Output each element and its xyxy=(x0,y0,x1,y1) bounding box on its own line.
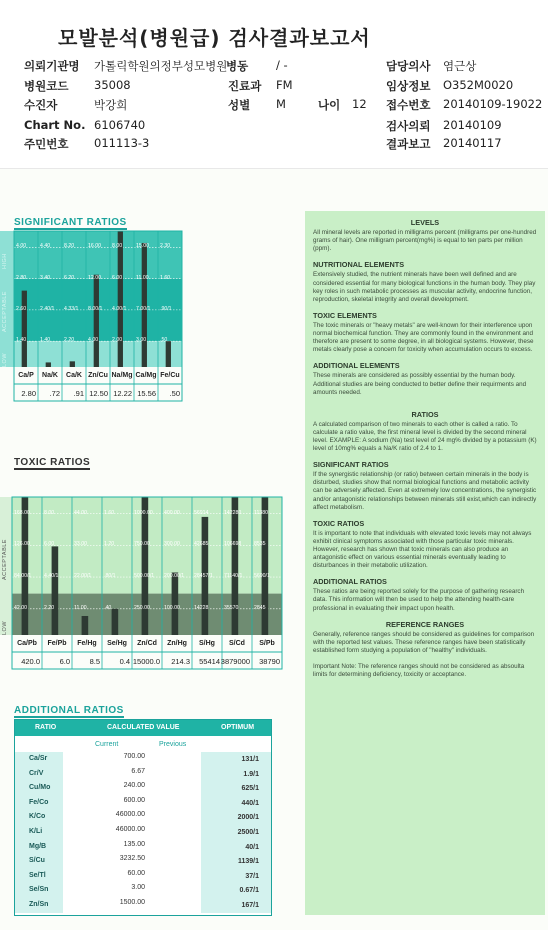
category-label: Ca/Pb xyxy=(17,640,37,647)
ratio-optimum: 167/1 xyxy=(241,902,259,909)
tick-label: 126.00 xyxy=(14,541,30,548)
tick-label: 2.20 xyxy=(64,337,75,344)
ratio-name: Cu/Mo xyxy=(29,784,51,792)
additional-ratio-row xyxy=(15,796,271,811)
ratio-optimum: 2000/1 xyxy=(237,814,259,822)
ratio-value: 3879000 xyxy=(220,657,250,666)
tick-label: 11.00 xyxy=(74,604,87,611)
col-optimum: OPTIMUM xyxy=(221,724,255,731)
tick-label: 6.20 xyxy=(64,274,75,281)
tick-label: 5690/1 xyxy=(254,573,270,580)
reference-ranges-text: Generally, reference ranges should be considered as guidelines for comparison with the reported test values. These reference ranges have been statistically established form studying a population of "healthy" individuals. xyxy=(313,630,535,654)
ratios-heading: RATIOS xyxy=(411,409,439,419)
ratio-optimum: 625/1 xyxy=(241,785,259,793)
toxic-elements-heading: TOXIC ELEMENTS xyxy=(313,310,377,320)
bar-fe-cu xyxy=(166,341,171,367)
tick-label: 8.00 xyxy=(112,243,123,250)
tick-label: 28457/1 xyxy=(194,573,213,580)
additional-ratio-row xyxy=(15,781,271,796)
tick-label: 106698 xyxy=(224,541,242,548)
levels-text: All mineral levels are reported in milligrams percent (milligrams per one-hundred grams of hair). One milligram percent(mg%) is equal to ten parts per million (ppm). xyxy=(313,229,537,253)
tick-label: 1.40 xyxy=(16,337,27,344)
bar-ca-p xyxy=(22,291,27,367)
value-chart-no: 6106740 xyxy=(94,118,146,132)
ratio-value: 12.50 xyxy=(89,389,108,398)
tick-label: 3.00 xyxy=(136,337,147,344)
tick-label: 2.20 xyxy=(44,604,55,611)
ratios-text: A calculated comparison of two minerals to each other is called a ratio. To calculate a ratio value, the first mineral level is divided by the second mineral level. EXAMPLE: A sodium (Na) test level of 24 mg% divided by a potassium (K) level of 10mg% equals a Na/K ratio of 2.4 to 1. xyxy=(313,420,537,453)
label-institution: 의뢰기관명 xyxy=(24,59,80,73)
ratio-current-value: 700.00 xyxy=(123,753,145,760)
ratio-optimum: 1.9/1 xyxy=(243,770,259,778)
tick-label: 1.40 xyxy=(40,337,51,344)
tick-label: 6.00 xyxy=(112,274,123,281)
label-department: 진료과 xyxy=(228,79,262,93)
label-resident-no: 주민번호 xyxy=(24,137,69,151)
bar-na-mg xyxy=(118,231,123,367)
additional-ratio-row xyxy=(15,854,271,869)
ratio-optimum: 131/1 xyxy=(241,756,259,763)
category-label: S/Hg xyxy=(199,640,215,647)
tick-label: 400.00 xyxy=(164,509,180,516)
bar-zn-cd xyxy=(142,497,149,635)
category-label: Zn/Cd xyxy=(137,640,157,647)
category-label: Fe/Hg xyxy=(77,640,97,647)
category-label: Zn/Cu xyxy=(88,372,108,379)
additional-ratio-row xyxy=(15,825,271,840)
zone-side-label: ACCEPTABLE xyxy=(2,538,8,580)
significant-ratios-title: SIGNIFICANT RATIOS xyxy=(14,217,127,228)
value-age: 12 xyxy=(352,97,367,111)
tick-label: 250.00 xyxy=(134,604,150,611)
additional-ratios-title: ADDITIONAL RATIOS xyxy=(14,705,124,716)
toxic-elements-text: The toxic minerals or "heavy metals" are well-known for their interference upon normal biochemical function. They are commonly found in the environment and therefore are present to some degree, in all biological systems. However, these metals clearly pose a concern for toxicity when accumulation occurs to excess. xyxy=(313,321,534,354)
zone-side-label: ACCEPTABLE xyxy=(2,290,8,332)
tick-label: 2.40/1 xyxy=(40,305,55,312)
tick-label: 7.00/1 xyxy=(136,305,151,312)
col-ratio: RATIO xyxy=(35,724,57,731)
ratio-value: .91 xyxy=(73,389,84,398)
value-clinical-info: O352M0020 xyxy=(443,78,514,92)
bar-se-hg xyxy=(112,609,119,635)
label-age: 나이 xyxy=(318,98,341,112)
bar-s-pb xyxy=(262,497,269,635)
tick-label: 71140/1 xyxy=(224,573,243,580)
tick-label: 11380 xyxy=(254,509,269,516)
ratio-name: K/Li xyxy=(29,828,43,835)
tick-label: 2.30 xyxy=(160,243,171,250)
category-label: Ca/Mg xyxy=(135,372,157,379)
toxic-ratios-chart xyxy=(0,469,282,675)
label-sex: 성별 xyxy=(228,98,251,112)
bar-fe-pb xyxy=(52,546,59,635)
tick-label: 750.00 xyxy=(134,541,150,548)
tick-label: 8535 xyxy=(254,541,266,548)
value-receipt-no: 20140109-19022 xyxy=(443,97,543,111)
tick-label: .80/1 xyxy=(104,573,116,580)
ratio-value: 55414 xyxy=(199,657,220,666)
additional-elements-text: These minerals are considered as possibly essential by the human body. Additional studies are being conducted to better define their requirments and amounts needed. xyxy=(313,372,527,396)
additional-ratio-row xyxy=(15,898,271,913)
tick-label: 500.00/1 xyxy=(134,573,155,580)
additional-ratio-row xyxy=(15,810,271,825)
additional-ratio-row xyxy=(15,752,271,767)
report-header xyxy=(0,0,548,168)
ratio-value: 38790 xyxy=(259,657,280,666)
col-calculated: CALCULATED VALUE xyxy=(107,724,180,731)
ratio-value: 2.80 xyxy=(21,389,36,398)
ratio-name: Se/Tl xyxy=(29,871,46,879)
additional-ratios-header xyxy=(15,720,271,736)
ratio-current-value: 3232.50 xyxy=(119,855,145,863)
ratio-name: Fe/Co xyxy=(29,798,49,806)
tick-label: 4.40 xyxy=(40,243,51,250)
levels-heading: LEVELS xyxy=(410,218,440,227)
ratio-value: 8.5 xyxy=(89,657,100,666)
hair-analysis-sheet xyxy=(0,168,548,930)
tick-label: 4.40/1 xyxy=(44,573,59,580)
ratio-value: 12.22 xyxy=(113,389,132,398)
additional-ratio-row xyxy=(15,840,271,855)
explanation-panel xyxy=(305,211,545,915)
additional-ratio-row xyxy=(15,869,271,884)
ratio-current-value: 240.00 xyxy=(123,782,145,790)
col-previous: Previous xyxy=(159,741,187,748)
significant-ratios-heading: SIGNIFICANT RATIOS xyxy=(313,460,389,470)
bar-fe-hg xyxy=(82,616,89,635)
label-request-date: 검사의뢰 xyxy=(386,119,431,133)
ratio-value: 0.4 xyxy=(119,657,130,666)
value-report-date: 20140117 xyxy=(443,136,502,150)
ratio-name: Se/Sn xyxy=(29,886,49,894)
reference-ranges-heading: REFERENCE RANGES xyxy=(385,619,465,629)
ratio-optimum: 37/1 xyxy=(245,872,259,880)
tick-label: .50 xyxy=(160,337,168,344)
label-doctor: 담당의사 xyxy=(386,59,431,73)
ratio-current-value: 46000.00 xyxy=(115,811,145,819)
tick-label: 8.00 xyxy=(44,509,55,516)
ratio-current-value: 1500.00 xyxy=(119,899,145,906)
label-hospital-code: 병원코드 xyxy=(24,79,69,93)
tick-label: 56914 xyxy=(194,509,209,516)
additional-ratios-text: These ratios are being reported solely for the purpose of gathering research data. This information will then be used to help the attending health-care professional in evaluating their impact upon health. xyxy=(313,588,525,612)
category-label: Na/K xyxy=(42,372,58,379)
toxic-ratios-heading: TOXIC RATIOS xyxy=(313,518,365,528)
bar-zn-hg xyxy=(172,573,179,635)
tick-label: 16.00 xyxy=(88,243,101,250)
value-institution: 가톨릭학원의정부성모병원 xyxy=(94,59,228,73)
significant-ratios-chart xyxy=(0,229,200,439)
tick-label: 4.33/1 xyxy=(64,305,79,312)
ratio-current-value: 46000.00 xyxy=(115,826,145,833)
important-note: Important Note: The reference ranges should not be considered as absoulta limits for determining deficiency, toxicity or acceptance. xyxy=(313,663,525,679)
tick-label: 300.00 xyxy=(164,541,180,548)
report-title: 모발분석(병원급) 검사결과보고서 xyxy=(58,26,371,50)
label-report-date: 결과보고 xyxy=(386,137,431,151)
ratio-optimum: 2500/1 xyxy=(237,829,259,836)
ratio-value: 15000.0 xyxy=(132,657,160,666)
tick-label: 1.60 xyxy=(160,274,171,281)
ratio-value: .50 xyxy=(169,389,180,398)
tick-label: 11.00 xyxy=(136,274,149,281)
category-label: Se/Hg xyxy=(107,640,127,647)
category-label: S/Pb xyxy=(259,640,275,647)
tick-label: 2.60 xyxy=(16,305,27,312)
additional-ratios-heading: ADDITIONAL RATIOS xyxy=(313,577,387,587)
ratio-current-value: 600.00 xyxy=(123,796,145,804)
tick-label: 14228 xyxy=(194,604,209,611)
ratio-current-value: 3.00 xyxy=(131,884,145,892)
category-label: Ca/K xyxy=(66,372,82,379)
tick-label: 42685 xyxy=(194,541,209,548)
zone-side-label: HIGH xyxy=(2,253,8,270)
tick-label: 44.00 xyxy=(74,509,87,516)
ratio-optimum: 40/1 xyxy=(245,843,259,851)
zone-side-label: LOW xyxy=(2,620,8,635)
tick-label: 1.60 xyxy=(104,509,115,516)
tick-label: 6.00 xyxy=(44,541,55,548)
bar-na-k xyxy=(46,362,51,367)
ratio-value: 214.3 xyxy=(171,657,190,666)
additional-elements-heading: ADDITIONAL ELEMENTS xyxy=(313,361,400,371)
value-resident-no: 011113-3 xyxy=(94,136,150,150)
value-doctor: 염근상 xyxy=(443,59,477,73)
tick-label: 22.00/1 xyxy=(74,573,92,580)
value-hospital-code: 35008 xyxy=(94,78,131,92)
ratio-optimum: 0.67/1 xyxy=(239,887,259,895)
value-ward: / - xyxy=(276,58,288,72)
ratio-name: K/Co xyxy=(29,813,46,821)
category-label: Na/Mg xyxy=(111,372,133,379)
category-label: Fe/Cu xyxy=(160,372,180,379)
bar-ca-k xyxy=(70,361,75,367)
tick-label: 8.00/1 xyxy=(88,305,103,312)
additional-ratio-row xyxy=(15,883,271,898)
significant-ratios-text: If the synergistic relationship (or ratio) between certain minerals in the body is disturbed, studies show that normal biological functions and metabolic activity can be adversely affected. Even at extremely low concentrations, the synergistic and/or antagonistic relationships between minerals still exist,which can indirectly affect metabolism. xyxy=(313,471,537,511)
col-current: Current xyxy=(95,741,119,748)
label-receipt-no: 접수번호 xyxy=(386,98,431,112)
tick-label: 142280 xyxy=(224,509,242,516)
bar-zn-cu xyxy=(94,275,99,367)
tick-label: 100.00 xyxy=(164,604,180,611)
tick-label: .40 xyxy=(104,604,112,611)
ratio-name: Zn/Sn xyxy=(29,901,49,908)
ratio-current-value: 135.00 xyxy=(123,840,145,848)
bar-s-cd xyxy=(232,497,239,635)
label-chart-no: Chart No. xyxy=(24,118,86,132)
category-label: Zn/Hg xyxy=(167,640,187,647)
toxic-ratios-text: It is important to note that individuals with elevated toxic levels may not always exhibit clinical symptoms associated with those particular toxic minerals. However, research has shown that toxic minerals can also produce an antagonistic effect on various essential minerals eventually leading to disturbances in their metabolic utilization. xyxy=(313,529,532,570)
category-label: Fe/Pb xyxy=(47,640,67,647)
tick-label: 1.20 xyxy=(104,541,115,548)
tick-label: 8.20 xyxy=(64,243,75,250)
bar-ca-pb xyxy=(22,497,29,635)
ratio-current-value: 6.67 xyxy=(131,767,145,775)
tick-label: 1000.00 xyxy=(134,509,153,516)
tick-label: 2845 xyxy=(254,604,266,611)
nutritional-heading: NUTRITIONAL ELEMENTS xyxy=(313,260,405,270)
tick-label: 15.00 xyxy=(136,243,149,250)
label-ward: 병동 xyxy=(226,59,249,73)
ratio-optimum: 1139/1 xyxy=(237,858,259,866)
tick-label: 4.00 xyxy=(16,243,27,250)
ratio-current-value: 60.00 xyxy=(127,869,145,877)
ratio-name: Mg/B xyxy=(29,842,47,850)
additional-ratios-table xyxy=(14,719,272,916)
tick-label: 4.00/1 xyxy=(112,305,127,312)
tick-label: 35570 xyxy=(224,604,239,611)
tick-label: 4.00 xyxy=(88,337,99,344)
tick-label: 2.80 xyxy=(16,274,27,281)
toxic-ratios-title: TOXIC RATIOS xyxy=(14,457,91,468)
ratio-value: 15.56 xyxy=(137,389,156,398)
ratio-name: Ca/Sr xyxy=(29,755,48,762)
tick-label: 12.00 xyxy=(88,274,101,281)
tick-label: .90/1 xyxy=(160,305,172,312)
value-request-date: 20140109 xyxy=(443,118,502,132)
zone-band xyxy=(14,231,182,279)
ratio-value: 420.0 xyxy=(21,657,40,666)
tick-label: 33.00 xyxy=(74,541,87,548)
value-department: FM xyxy=(276,78,293,92)
ratio-value: 6.0 xyxy=(59,657,70,666)
ratio-name: S/Cu xyxy=(29,857,45,865)
category-label: S/Cd xyxy=(229,640,245,647)
value-patient: 박강희 xyxy=(94,98,128,112)
zone-side-label: LOW xyxy=(2,352,8,367)
additional-ratio-row xyxy=(15,767,271,782)
ratio-value: .72 xyxy=(49,389,60,398)
tick-label: 200.00/1 xyxy=(164,573,185,580)
tick-label: 42.00 xyxy=(14,604,27,611)
category-label: Ca/P xyxy=(18,372,34,379)
label-clinical-info: 임상정보 xyxy=(386,79,431,93)
ratio-optimum: 440/1 xyxy=(241,799,259,807)
tick-label: 84.00/1 xyxy=(14,573,32,580)
value-sex: M xyxy=(276,97,286,111)
ratio-name: Cr/V xyxy=(29,769,44,777)
tick-label: 168.00 xyxy=(14,509,30,516)
nutritional-text: Extensively studied, the nutrient minerals have been well defined and are considered essential for many biological functions in the human body. They play key roles in such metabolic processes as muscular activity, endocrine function, reproduction, skeletal integrity and overall development. xyxy=(313,271,536,303)
tick-label: 3.40 xyxy=(40,274,51,281)
label-patient: 수진자 xyxy=(24,98,58,112)
tick-label: 2.00 xyxy=(112,337,123,344)
